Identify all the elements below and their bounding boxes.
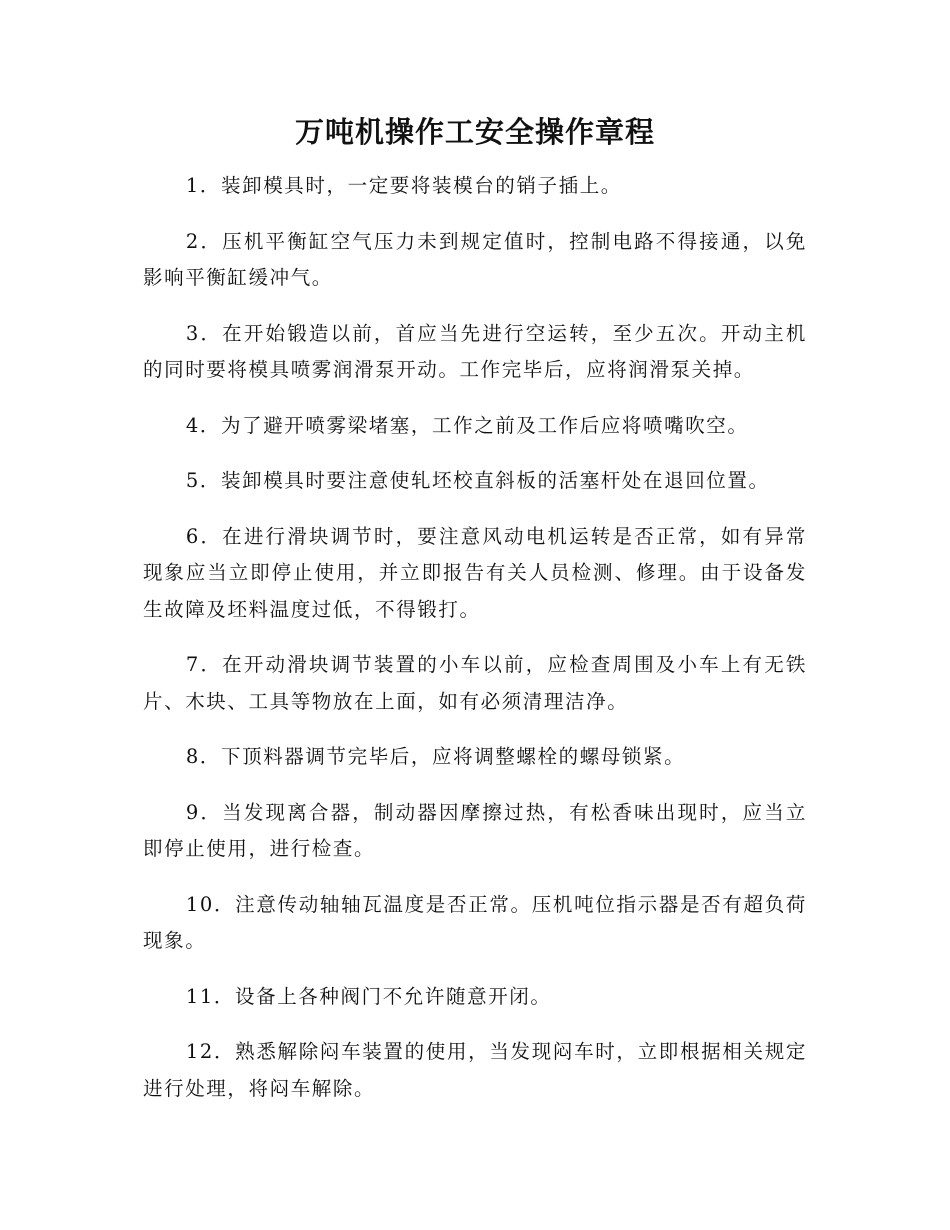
paragraph-12: 12．熟悉解除闷车装置的使用，当发现闷车时，立即根据相关规定进行处理，将闷车解除。 bbox=[143, 1040, 807, 1100]
paragraph-11: 11．设备上各种阀门不允许随意开闭。 bbox=[185, 984, 552, 1008]
paragraph-8: 8．下顶料器调节完毕后，应将调整螺栓的螺母锁紧。 bbox=[185, 745, 686, 768]
paragraph-2: 2．压机平衡缸空气压力未到规定值时，控制电路不得接通，以免影响平衡缸缓冲气。 bbox=[143, 229, 807, 289]
paragraph-9: 9．当发现离合器，制动器因摩擦过热，有松香味出现时，应当立即停止使用，进行检查。 bbox=[143, 800, 807, 860]
paragraph-1: 1．装卸模具时，一定要将装模台的销子插上。 bbox=[185, 174, 622, 197]
paragraph-5: 5．装卸模具时要注意使轧坯校直斜板的活塞杆处在退回位置。 bbox=[185, 469, 770, 492]
paragraph-10: 10．注意传动轴轴瓦温度是否正常。压机吨位指示器是否有超负荷现象。 bbox=[143, 892, 807, 952]
paragraph-3: 3．在开始锻造以前，首应当先进行空运转，至少五次。开动主机的同时要将模具喷雾润滑泵开动。工作完毕后，应将润滑泵关掉。 bbox=[143, 321, 807, 381]
document-title: 万吨机操作工安全操作章程 bbox=[294, 115, 655, 149]
paragraph-6: 6．在进行滑块调节时，要注意风动电机运转是否正常，如有异常现象应当立即停止使用，并立即报告有关人员检测、修理。由于设备发生故障及坯料温度过低，不得锻打。 bbox=[143, 524, 807, 621]
paragraph-7: 7．在开动滑块调节装置的小车以前，应检查周围及小车上有无铁片、木块、工具等物放在上面，如有必须清理洁净。 bbox=[143, 653, 807, 713]
paragraph-4: 4．为了避开喷雾梁堵塞，工作之前及工作后应将喷嘴吹空。 bbox=[185, 413, 749, 437]
